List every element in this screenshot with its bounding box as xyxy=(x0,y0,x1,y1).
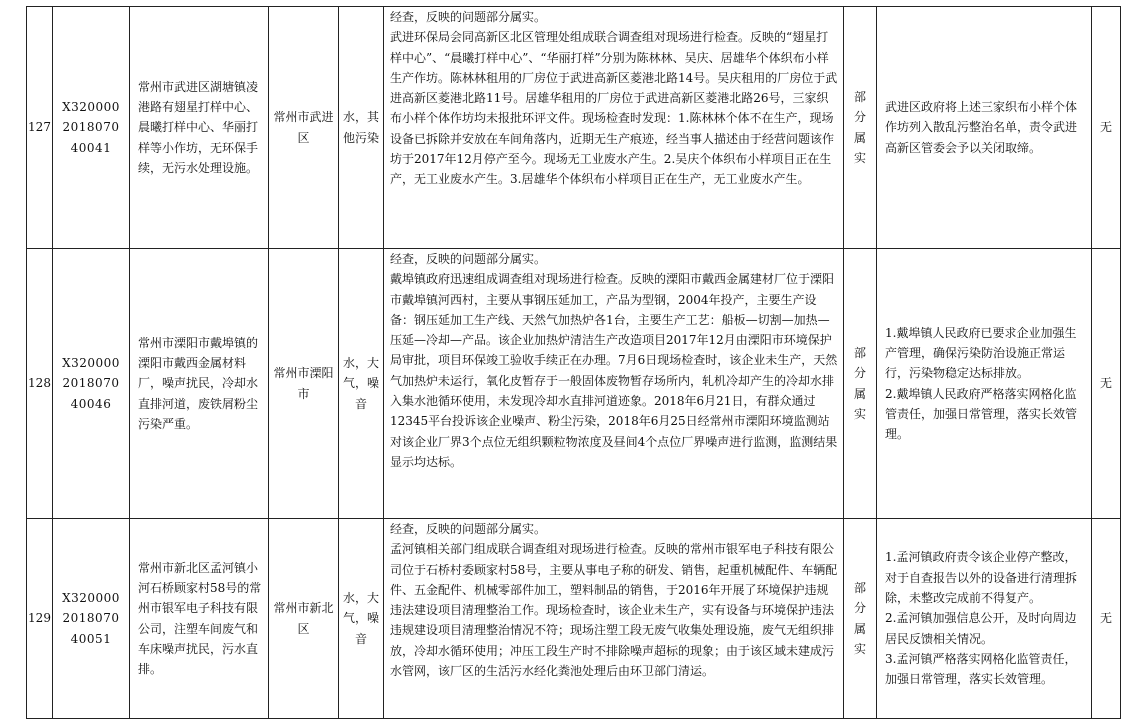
pollution-type: 水，大气，噪音 xyxy=(339,519,384,719)
investigation-findings: 经查，反映的问题部分属实。 戴埠镇政府迅速组成调查组对现场进行检查。反映的溧阳市戴西金属建材厂位于溧阳市戴埠镇河西村，主要从事钢压延加工，产品为型钢，2004年投产，主要生产设备：钢压延加工生产线、天然气加热炉各1台，主要生产工艺：船板—切割—加热—压延—冷却—产品。该企业加热炉清洁生产改造项目2017年12月由溧阳市环境保护局审批，项目环保竣工验收手续正在办理。7月6日现场检查时，该企业未生产，天然气加热炉未运行，氧化皮暂存于一般固体废物暂存场所内，轧机冷却产生的冷却水排入集水池循环使用，未发现冷却水直排河道迹象。2018年6月21日，有群众通过12345平台投诉该企业噪声、粉尘污染，2018年6月25日经常州市溧阳环境监测站对该企业厂界3个点位无组织颗粒物浓度及昼间4个点位厂界噪声进行监测，监测结果显示均达标。 xyxy=(384,249,844,519)
rectification-actions: 1.戴埠镇人民政府已要求企业加强生产管理，确保污染防治设施正常运行，污染物稳定达标排放。 2.戴埠镇人民政府严格落实网格化监管责任，加强日常管理，落实长效管理。 xyxy=(877,249,1092,519)
verdict: 部分属实 xyxy=(844,249,877,519)
pollution-type: 水，其他污染 xyxy=(339,7,384,249)
administrative-area: 常州市武进区 xyxy=(269,7,339,249)
table-row xyxy=(27,7,1121,249)
row-number: 128 xyxy=(27,249,53,519)
row-number: 127 xyxy=(27,7,53,249)
complaint-description: 常州市新北区孟河镇小河石桥顾家村58号的常州市银军电子科技有限公司，注塑车间废气和车床噪声扰民，污水直排。 xyxy=(130,519,269,719)
row-number: 129 xyxy=(27,519,53,719)
complaint-description: 常州市武进区湖塘镇凌港路有翅星打样中心、晨曦打样中心、华丽打样等小作坊，无环保手续，无污水处理设施。 xyxy=(130,7,269,249)
administrative-area: 常州市溧阳市 xyxy=(269,249,339,519)
case-id: X320000 2018070 40041 xyxy=(53,7,130,249)
pollution-type: 水，大气，噪音 xyxy=(339,249,384,519)
case-id: X320000 2018070 40051 xyxy=(53,519,130,719)
accountability-note: 无 xyxy=(1092,7,1121,249)
investigation-findings: 经查，反映的问题部分属实。 武进环保局会同高新区北区管理处组成联合调查组对现场进行检查。反映的“翅星打样中心”、“晨曦打样中心”、“华丽打样”分别为陈林林、吴庆、居雄华个体织布小样生产作坊。陈林林租用的厂房位于武进高新区菱港北路14号。吴庆租用的厂房位于武进高新区菱港北路11号。居雄华租用的厂房位于武进高新区菱港北路26号，三家织布小样个体作坊均未报批环评文件。现场检查时发现：1.陈林林个体不在生产，现场设备已拆除并安放在车间角落内，近期无生产痕迹，经当事人描述由于经营问题该作坊于2017年12月停产至今。现场无工业废水产生。2.吴庆个体织布小样项目正在生产，无工业废水产生。3.居雄华个体织布小样项目正在生产，无工业废水产生。 xyxy=(384,7,844,249)
complaint-table xyxy=(26,6,1121,719)
case-id: X320000 2018070 40046 xyxy=(53,249,130,519)
rectification-actions: 1.孟河镇政府责令该企业停产整改，对于自查报告以外的设备进行清理拆除，未整改完成前不得复产。 2.孟河镇加强信息公开，及时向周边居民反馈相关情况。 3.孟河镇严格落实网格化监管责任，加强日常管理，落实长效管理。 xyxy=(877,519,1092,719)
rectification-actions: 武进区政府将上述三家织布小样个体作坊列入散乱污整治名单，责令武进高新区管委会予以关闭取缔。 xyxy=(877,7,1092,249)
verdict: 部分属实 xyxy=(844,519,877,719)
table-row xyxy=(27,519,1121,719)
accountability-note: 无 xyxy=(1092,519,1121,719)
accountability-note: 无 xyxy=(1092,249,1121,519)
table-row xyxy=(27,249,1121,519)
complaint-description: 常州市溧阳市戴埠镇的溧阳市戴西金属材料厂，噪声扰民，冷却水直排河道，废铁屑粉尘污染严重。 xyxy=(130,249,269,519)
investigation-findings: 经查，反映的问题部分属实。 孟河镇相关部门组成联合调查组对现场进行检查。反映的常州市银军电子科技有限公司位于石桥村委顾家村58号，主要从事电子称的研发、销售，起重机械配件、车辆配件、五金配件、机械零部件加工，塑料制品的销售，于2016年开展了环境保护违规违法建设项目清理整治工作。现场检查时，该企业未生产，实有设备与环境保护违法违规建设项目清理整治情况不符；现场注塑工段无废气收集处理设施，废气无组织排放，冷却水循环使用；冲压工段生产时不排除噪声超标的现象；由于该区域未建成污水管网，该厂区的生活污水经化粪池处理后由环卫部门清运。 xyxy=(384,519,844,719)
administrative-area: 常州市新北区 xyxy=(269,519,339,719)
verdict: 部分属实 xyxy=(844,7,877,249)
